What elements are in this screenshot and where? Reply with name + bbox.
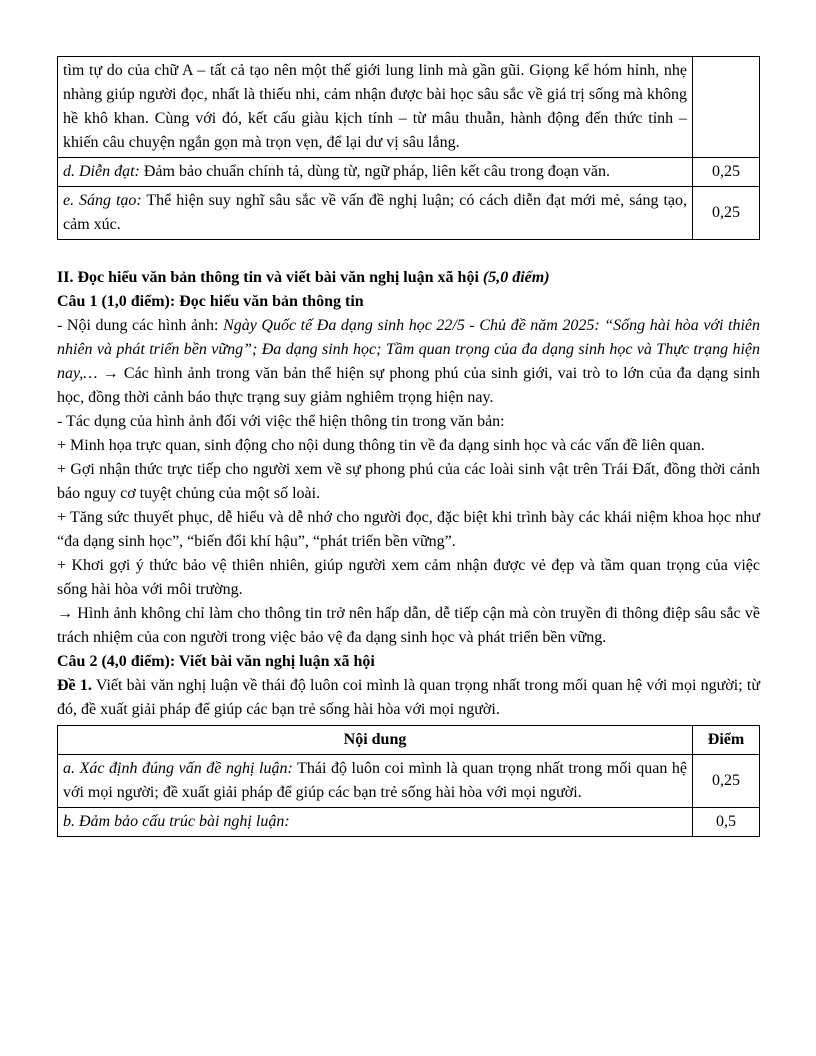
run-plain: → Các hình ảnh trong văn bản thể hiện sự phong phú của sinh giới, vai trò to lớn của đa dạng sinh học, đồng thời cảnh báo thực trạng suy giảm nghiêm trọng hiện nay.	[57, 365, 760, 406]
rubric-table-de1	[57, 725, 760, 837]
score-cell	[693, 808, 760, 837]
paragraph-effect-point-2: + Gợi nhận thức trực tiếp cho người xem về sự phong phú của các loài sinh vật trên Trái Đất, đồng thời cảnh báo nguy cơ tuyệt chủng của một số loài.	[57, 461, 760, 502]
criteria-cell	[58, 187, 693, 240]
table-row	[58, 187, 760, 240]
score-cell	[693, 158, 760, 187]
paragraph-effect-point-4: + Khơi gợi ý thức bảo vệ thiên nhiên, giúp người xem cảm nhận được vẻ đẹp và tầm quan trọng của việc sống hài hòa với môi trường.	[57, 557, 760, 598]
criteria-text: tìm tự do của chữ A – tất cả tạo nên một thế giới lung linh mà gần gũi. Giọng kể hóm hỉnh, nhẹ nhàng giúp người đọc, nhất là thiếu nhi, cảm nhận được bài học sâu sắc về giá trị sống mà không hề khô khan. Cùng với đó, kết cấu giàu kịch tính – từ mâu thuẫn, hành động đến thức tỉnh – khiến câu chuyện ngắn gọn mà trọn vẹn, để lại dư vị sâu lắng.	[63, 62, 687, 151]
criteria-cell	[58, 158, 693, 187]
section-ii-points: (5,0 điểm)	[482, 269, 550, 286]
score-value: 0,25	[712, 772, 740, 789]
paragraph-image-effect-intro: - Tác dụng của hình ảnh đối với việc thể hiện thông tin trong văn bản:	[57, 413, 505, 430]
score-value: 0,25	[712, 204, 740, 221]
table-header-row	[58, 726, 760, 755]
de1-text: Viết bài văn nghị luận về thái độ luôn coi mình là quan trọng nhất trong mối quan hệ với mọi người; từ đó, đề xuất giải pháp để giúp các bạn trẻ sống hài hòa với mọi người.	[57, 677, 761, 718]
table-row	[58, 755, 760, 808]
paragraph-conclusion: → Hình ảnh không chỉ làm cho thông tin trở nên hấp dẫn, dễ tiếp cận mà còn truyền đi thông điệp sâu sắc về trách nhiệm của con người trong việc bảo vệ đa dạng sinh học và phát triển bền vững.	[57, 605, 760, 646]
criteria-lead-italic: b. Đảm bảo cấu trúc bài nghị luận:	[63, 813, 290, 830]
paragraph-image-content	[57, 314, 760, 410]
score-value: 0,25	[712, 163, 740, 180]
criteria-lead-italic: e. Sáng tạo:	[63, 192, 142, 209]
rubric-table-top	[57, 56, 760, 240]
criteria-lead-italic: a. Xác định đúng vấn đề nghị luận:	[63, 760, 293, 777]
cau1-heading: Câu 1 (1,0 điểm): Đọc hiểu văn bản thông tin	[57, 293, 364, 310]
section-ii-heading	[57, 266, 760, 290]
criteria-cell	[58, 755, 693, 808]
score-cell	[693, 755, 760, 808]
table-row	[58, 57, 760, 158]
run-italic: Ngày Quốc tế Đa dạng sinh học 22/5 - Chủ đề năm 2025: “Sống hài hòa với thiên nhiên và phát triển bền vững”; Đa dạng sinh học; Tầm quan trọng của đa dạng sinh học và Thực trạng hiện nay,…	[57, 317, 761, 382]
score-value: 0,5	[716, 813, 736, 830]
criteria-cell	[58, 808, 693, 837]
criteria-text: Thể hiện suy nghĩ sâu sắc về vấn đề nghị luận; có cách diễn đạt mới mẻ, sáng tạo, cảm xúc.	[63, 192, 688, 233]
header-diem: Điểm	[693, 726, 760, 755]
header-noi-dung: Nội dung	[58, 726, 693, 755]
criteria-text: Thái độ luôn coi mình là quan trọng nhất trong mối quan hệ với mọi người; đề xuất giải pháp để giúp các bạn trẻ sống hài hòa với mọi người.	[63, 760, 688, 801]
table-row	[58, 808, 760, 837]
table-row	[58, 158, 760, 187]
score-cell	[693, 57, 760, 158]
paragraph-de1	[57, 674, 760, 722]
de1-label: Đề 1.	[57, 677, 92, 694]
section-ii-title: II. Đọc hiểu văn bản thông tin và viết bài văn nghị luận xã hội	[57, 269, 483, 286]
criteria-text: Đảm bảo chuẩn chính tả, dùng từ, ngữ pháp, liên kết câu trong đoạn văn.	[139, 163, 610, 180]
paragraph-effect-point-1: + Minh họa trực quan, sinh động cho nội dung thông tin về đa dạng sinh học và các vấn đề liên quan.	[57, 437, 705, 454]
criteria-cell	[58, 57, 693, 158]
run-plain: - Nội dung các hình ảnh:	[57, 317, 224, 334]
score-cell	[693, 187, 760, 240]
paragraph-effect-point-3: + Tăng sức thuyết phục, dễ hiểu và dễ nhớ cho người đọc, đặc biệt khi trình bày các khái niệm khoa học như “đa dạng sinh học”, “biến đổi khí hậu”, “phát triển bền vững”.	[57, 509, 760, 550]
criteria-lead-italic: d. Diễn đạt:	[63, 163, 140, 180]
cau2-heading: Câu 2 (4,0 điểm): Viết bài văn nghị luận xã hội	[57, 653, 375, 670]
